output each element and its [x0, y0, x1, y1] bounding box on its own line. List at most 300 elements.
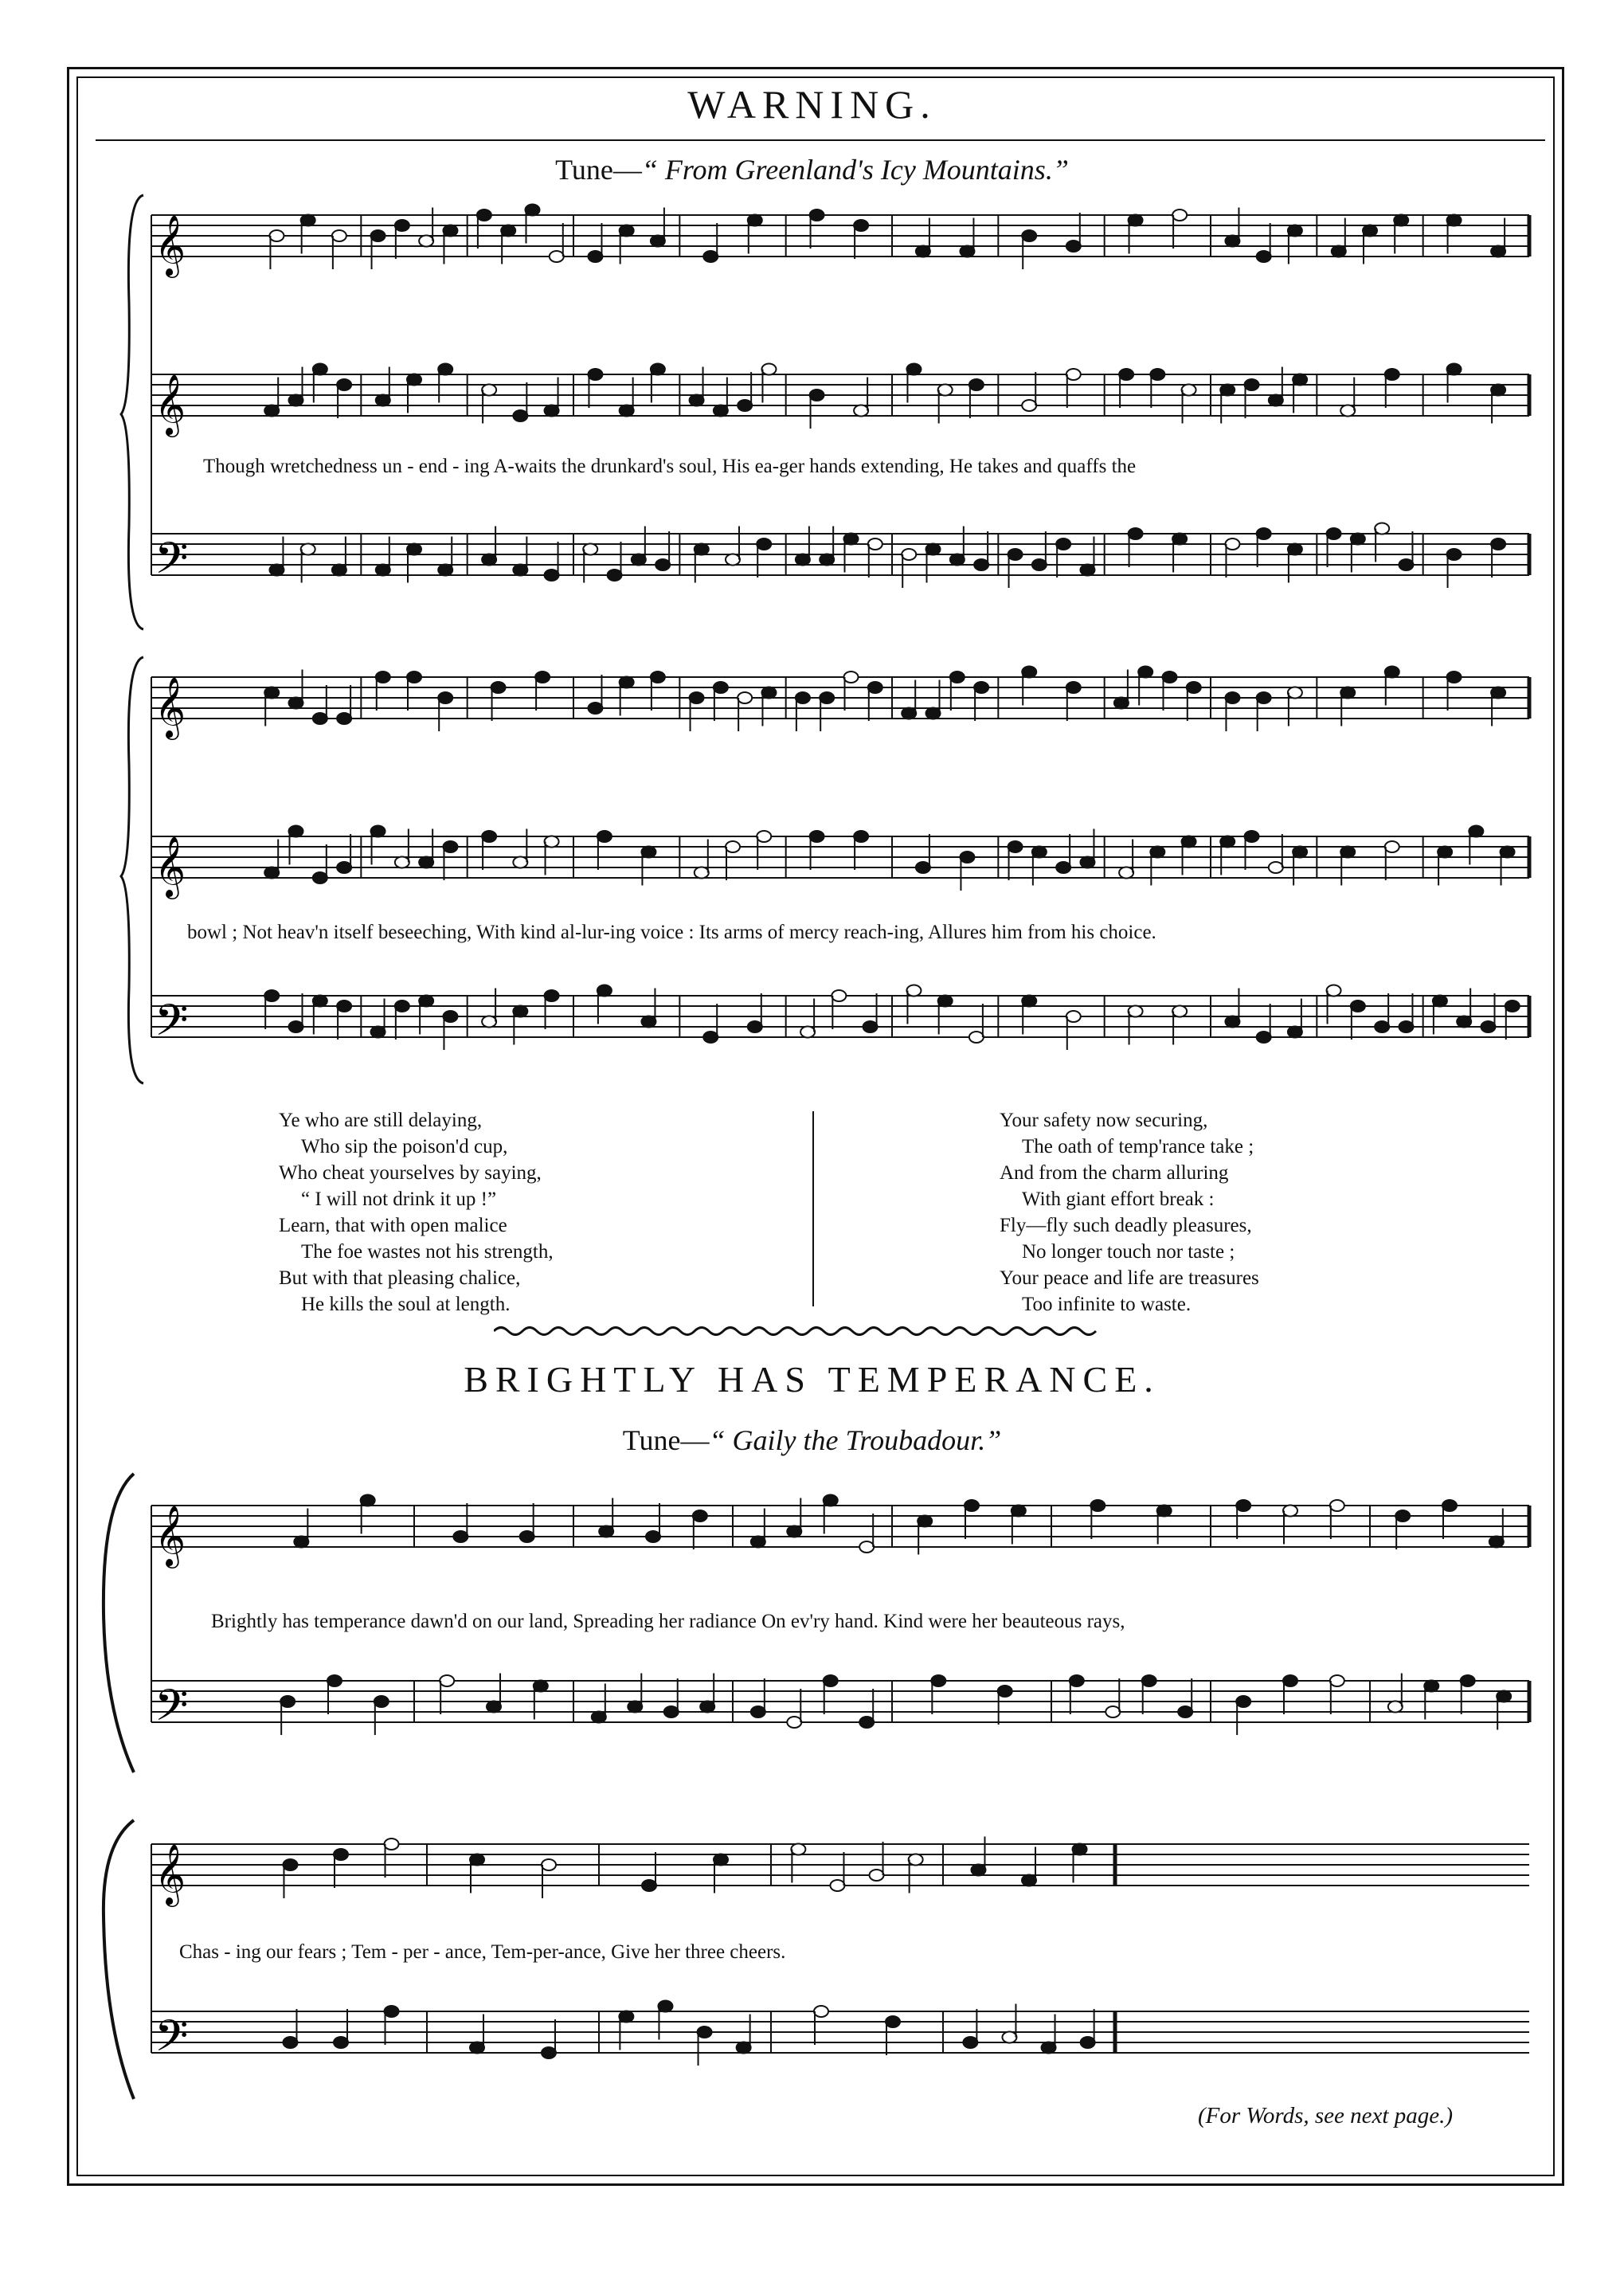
- note-head: [1172, 534, 1187, 545]
- note-head: [283, 1859, 297, 1870]
- note-head: [482, 831, 496, 842]
- note-head: [1066, 241, 1081, 252]
- song1-system-1: [135, 199, 1537, 629]
- song2-tune: [0, 1424, 1624, 1457]
- verse-line: And from the charm alluring: [1000, 1162, 1229, 1184]
- note-head: [1008, 549, 1023, 560]
- note-head: [1157, 1506, 1172, 1517]
- note-head: [327, 1675, 342, 1686]
- verse-line: Learn, that with open malice: [279, 1215, 507, 1236]
- note-head: [854, 220, 868, 231]
- note-head: [1447, 549, 1462, 560]
- note-head: [1340, 687, 1355, 699]
- note-head: [1090, 1500, 1105, 1511]
- note-head: [695, 544, 709, 555]
- music-staff: [151, 2001, 1529, 2073]
- note-head: [1283, 1675, 1297, 1686]
- note-head: [545, 570, 559, 581]
- music-staff: [151, 667, 1529, 741]
- note-head: [1042, 2042, 1056, 2054]
- note-head: [313, 364, 327, 375]
- note-head: [313, 713, 327, 724]
- note-head: [820, 554, 834, 566]
- song2-title: BRIGHTLY HAS TEMPERANCE.: [464, 1359, 1160, 1400]
- note-head: [1187, 682, 1201, 693]
- note-head: [800, 1027, 815, 1038]
- note-head: [703, 1032, 718, 1043]
- note-head: [1225, 692, 1239, 703]
- note-head: [1447, 215, 1462, 226]
- note-head: [1182, 385, 1196, 396]
- note-head: [693, 1510, 707, 1521]
- note-head: [906, 985, 921, 997]
- clef-icon: 𝄞: [155, 214, 186, 276]
- note-head: [597, 831, 612, 842]
- note-head: [269, 565, 284, 576]
- note-head: [757, 538, 771, 550]
- verse-line: Fly—fly such deadly pleasures,: [1000, 1215, 1252, 1236]
- music-staff: [151, 205, 1529, 279]
- note-head: [407, 544, 421, 555]
- note-head: [1327, 985, 1341, 997]
- note-head: [545, 405, 559, 417]
- music-staff: [151, 523, 1529, 595]
- note-head: [1394, 215, 1408, 226]
- verse-line: But with that pleasing chalice,: [279, 1267, 521, 1289]
- note-head: [1442, 1500, 1457, 1511]
- note-head: [597, 985, 612, 997]
- note-head: [1129, 1006, 1143, 1017]
- note-head: [395, 857, 409, 868]
- note-head: [337, 379, 351, 390]
- note-head: [289, 698, 303, 709]
- note-head: [698, 2027, 712, 2038]
- note-head: [1399, 559, 1413, 570]
- verse-line: He kills the soul at length.: [301, 1294, 511, 1315]
- note-head: [824, 1675, 838, 1686]
- note-head: [1220, 385, 1235, 396]
- note-head: [438, 565, 452, 576]
- title-rule: [96, 139, 1545, 141]
- note-head: [1501, 847, 1515, 858]
- note-head: [264, 405, 279, 417]
- note-head: [1245, 831, 1259, 842]
- song1-tune: [0, 153, 1624, 186]
- note-head: [443, 1011, 457, 1022]
- note-head: [513, 1006, 527, 1017]
- note-head: [1032, 559, 1047, 570]
- verse-line: With giant effort break :: [1022, 1189, 1215, 1210]
- note-head: [690, 395, 704, 406]
- note-head: [1293, 847, 1307, 858]
- note-head: [376, 565, 390, 576]
- note-head: [1288, 544, 1302, 555]
- note-head: [726, 554, 740, 566]
- song2-system-brace: [94, 1470, 142, 2107]
- note-head: [438, 364, 452, 375]
- clef-icon: 𝄞: [155, 1505, 186, 1566]
- note-head: [1385, 841, 1399, 852]
- note-head: [1066, 1011, 1081, 1022]
- note-head: [588, 369, 602, 380]
- note-head: [599, 1526, 613, 1537]
- note-head: [1022, 230, 1036, 241]
- note-head: [1032, 847, 1047, 858]
- note-head: [787, 1526, 801, 1537]
- note-head: [1340, 847, 1355, 858]
- note-head: [761, 364, 776, 375]
- note-head: [1114, 698, 1129, 709]
- note-head: [1022, 667, 1036, 678]
- song1-lyrics-line1: Though wretchedness un - end - ing A-waits the drunkard's soul, His ea-ger hands extending, He takes and quaffs the: [203, 456, 1137, 477]
- note-head: [761, 687, 776, 699]
- note-head: [280, 1696, 295, 1707]
- note-head: [1056, 538, 1070, 550]
- note-head: [385, 2006, 399, 2017]
- note-head: [376, 395, 390, 406]
- note-head: [843, 672, 858, 683]
- song1-staves-2: [135, 661, 1537, 1091]
- note-head: [619, 2011, 633, 2023]
- note-head: [1245, 379, 1259, 390]
- note-head: [1447, 364, 1462, 375]
- note-head: [1066, 682, 1081, 693]
- note-head: [748, 215, 762, 226]
- clef-icon: 𝄞: [155, 1843, 186, 1905]
- note-head: [620, 225, 634, 237]
- note-head: [371, 1027, 385, 1038]
- song1-system-2: [135, 661, 1537, 1091]
- song1-verse-left: [279, 1107, 554, 1318]
- note-head: [438, 692, 452, 703]
- note-head: [950, 672, 965, 683]
- note-head: [1395, 1510, 1410, 1521]
- note-head: [1257, 692, 1271, 703]
- note-head: [974, 682, 988, 693]
- verse-line: Who sip the poison'd cup,: [301, 1136, 508, 1157]
- note-head: [814, 2006, 828, 2017]
- note-head: [1363, 225, 1377, 237]
- ornamental-divider: [494, 1324, 1099, 1338]
- note-head: [791, 1844, 805, 1855]
- note-head: [651, 672, 665, 683]
- note-head: [332, 230, 346, 241]
- note-head: [1269, 862, 1283, 873]
- note-head: [1073, 1844, 1087, 1855]
- note-head: [859, 1717, 874, 1728]
- music-staff: [151, 1837, 1529, 1908]
- note-head: [592, 1712, 606, 1723]
- note-head: [1022, 996, 1036, 1007]
- song1-lyrics-line2: bowl ; Not heav'n itself beseeching, With kind al-lur-ing voice : Its arms of mercy reach-ing, Allures him from his choice.: [187, 922, 1156, 943]
- note-head: [334, 2037, 348, 2048]
- note-head: [737, 2042, 751, 2054]
- note-head: [960, 246, 974, 257]
- verse-line: Your safety now securing,: [1000, 1110, 1208, 1131]
- note-head: [1351, 1001, 1365, 1012]
- note-head: [938, 996, 953, 1007]
- note-head: [1105, 1706, 1120, 1717]
- note-head: [1080, 857, 1094, 868]
- song1-staves-1: [135, 199, 1537, 629]
- note-head: [632, 554, 646, 566]
- music-staff: [151, 826, 1529, 900]
- clef-icon: 𝄢: [155, 1680, 189, 1741]
- note-head: [1119, 867, 1133, 879]
- note-head: [1489, 1537, 1504, 1548]
- note-head: [1351, 534, 1365, 545]
- note-head: [542, 1859, 556, 1870]
- note-head: [545, 990, 559, 1001]
- note-head: [1399, 1021, 1413, 1032]
- verse-line: Ye who are still delaying,: [279, 1110, 483, 1131]
- note-head: [385, 1839, 399, 1850]
- note-head: [620, 677, 634, 688]
- note-head: [289, 395, 303, 406]
- note-head: [513, 565, 527, 576]
- note-head: [1461, 1675, 1475, 1686]
- note-head: [651, 364, 665, 375]
- note-head: [1340, 405, 1355, 417]
- note-head: [264, 867, 279, 879]
- note-head: [501, 225, 515, 237]
- note-head: [1220, 836, 1235, 848]
- note-head: [1138, 667, 1152, 678]
- note-head: [868, 682, 882, 693]
- note-head: [1283, 1506, 1297, 1517]
- song2-staves-2: [135, 1828, 1537, 2115]
- note-head: [453, 1531, 468, 1542]
- note-head: [440, 1675, 454, 1686]
- note-head: [916, 246, 930, 257]
- note-head: [974, 559, 988, 570]
- note-head: [482, 385, 496, 396]
- song2-lyrics-line1: Brightly has temperance dawn'd on our land, Spreading her radiance On ev'ry hand. Kind were her beauteous rays,: [211, 1611, 1125, 1632]
- note-head: [969, 1032, 984, 1043]
- note-head: [918, 1516, 932, 1527]
- note-head: [1491, 538, 1505, 550]
- note-head: [1257, 528, 1271, 539]
- note-head: [1505, 1001, 1520, 1012]
- note-head: [313, 996, 327, 1007]
- note-head: [832, 990, 846, 1001]
- note-head: [332, 565, 346, 576]
- music-staff: [151, 1674, 1529, 1742]
- note-head: [1288, 1027, 1302, 1038]
- clef-icon: 𝄞: [155, 374, 186, 435]
- note-head: [294, 1537, 308, 1548]
- note-head: [1178, 1706, 1192, 1717]
- note-head: [1119, 369, 1133, 380]
- note-head: [969, 379, 984, 390]
- note-head: [583, 544, 597, 555]
- note-head: [470, 2042, 484, 2054]
- note-head: [1225, 538, 1239, 550]
- note-head: [407, 374, 421, 386]
- note-head: [1129, 215, 1143, 226]
- note-head: [477, 210, 491, 221]
- song1-verse-right: [1000, 1107, 1259, 1318]
- note-head: [820, 692, 834, 703]
- note-head: [960, 852, 974, 863]
- note-head: [859, 1541, 874, 1553]
- note-head: [395, 1001, 409, 1012]
- note-head: [700, 1702, 714, 1713]
- note-head: [620, 405, 634, 417]
- note-head: [757, 831, 771, 842]
- note-head: [824, 1495, 838, 1506]
- note-head: [628, 1702, 642, 1713]
- note-head: [289, 1021, 303, 1032]
- note-head: [289, 826, 303, 837]
- note-head: [337, 862, 351, 873]
- note-head: [971, 1865, 985, 1876]
- note-head: [1002, 2032, 1016, 2043]
- note-head: [751, 1706, 765, 1717]
- note-head: [1225, 236, 1239, 247]
- note-head: [931, 1675, 945, 1686]
- note-head: [443, 841, 457, 852]
- song2-system-1: [135, 1490, 1537, 1776]
- clef-icon: 𝄢: [155, 995, 189, 1056]
- note-head: [371, 826, 385, 837]
- music-staff: [151, 985, 1529, 1057]
- note-head: [909, 1854, 923, 1866]
- note-head: [1424, 1681, 1438, 1692]
- note-head: [419, 236, 433, 247]
- note-head: [545, 836, 559, 848]
- clef-icon: 𝄢: [155, 533, 189, 594]
- note-head: [664, 1706, 679, 1717]
- note-head: [916, 862, 930, 873]
- note-head: [796, 554, 810, 566]
- note-head: [1375, 523, 1389, 535]
- note-head: [963, 2037, 977, 2048]
- note-head: [965, 1500, 979, 1511]
- footnote: (For Words, see next page.): [1197, 2103, 1453, 2128]
- note-head: [1375, 1021, 1389, 1032]
- clef-icon: 𝄞: [155, 836, 186, 897]
- note-head: [714, 1854, 728, 1866]
- song1-title: WARNING.: [687, 82, 937, 127]
- note-head: [703, 251, 718, 262]
- note-head: [443, 225, 457, 237]
- note-head: [830, 1880, 844, 1891]
- verse-line: The foe wastes not his strength,: [301, 1241, 554, 1263]
- note-head: [1433, 996, 1447, 1007]
- clef-icon: 𝄢: [155, 2011, 189, 2072]
- tune-prefix: Tune—: [555, 154, 642, 186]
- note-head: [542, 2047, 556, 2058]
- note-head: [1172, 1006, 1187, 1017]
- note-head: [1385, 369, 1399, 380]
- note-head: [419, 857, 433, 868]
- note-head: [1142, 1675, 1156, 1686]
- note-head: [787, 1717, 801, 1728]
- note-head: [1269, 395, 1283, 406]
- note-head: [482, 554, 496, 566]
- note-head: [1288, 225, 1302, 237]
- note-head: [926, 544, 941, 555]
- note-head: [695, 867, 709, 879]
- note-head: [313, 872, 327, 883]
- note-head: [1469, 826, 1483, 837]
- note-head: [690, 692, 704, 703]
- note-head: [1288, 687, 1302, 699]
- note-head: [491, 682, 506, 693]
- note-head: [1388, 1702, 1403, 1713]
- note-head: [1162, 672, 1176, 683]
- note-head: [641, 847, 655, 858]
- song2-staves-1: [135, 1490, 1537, 1776]
- note-head: [1150, 369, 1164, 380]
- note-head: [407, 672, 421, 683]
- clef-icon: 𝄞: [155, 676, 186, 738]
- note-head: [374, 1696, 389, 1707]
- note-head: [714, 682, 728, 693]
- note-head: [301, 215, 315, 226]
- verse-line: “ I will not drink it up !”: [301, 1189, 497, 1210]
- note-head: [658, 2001, 672, 2012]
- note-head: [337, 1001, 351, 1012]
- note-head: [1491, 687, 1505, 699]
- tune-prefix: Tune—: [622, 1424, 710, 1456]
- note-head: [1327, 528, 1341, 539]
- note-head: [269, 230, 284, 241]
- note-head: [419, 996, 433, 1007]
- note-head: [1332, 246, 1346, 257]
- note-head: [550, 251, 564, 262]
- note-head: [1070, 1675, 1084, 1686]
- note-head: [870, 1870, 884, 1881]
- song2-system-2: [135, 1828, 1537, 2115]
- note-head: [926, 708, 941, 719]
- note-head: [796, 692, 810, 703]
- note-head: [863, 1021, 878, 1032]
- note-head: [334, 1849, 348, 1860]
- verse-line: The oath of temp'rance take ;: [1022, 1136, 1254, 1157]
- note-head: [810, 210, 824, 221]
- note-head: [854, 831, 868, 842]
- note-head: [534, 1681, 548, 1692]
- note-head: [748, 1021, 762, 1032]
- note-head: [1257, 251, 1271, 262]
- note-head: [1385, 667, 1399, 678]
- note-head: [264, 687, 279, 699]
- verse-line: Your peace and life are treasures: [1000, 1267, 1259, 1289]
- note-head: [902, 549, 916, 560]
- note-head: [1330, 1500, 1344, 1511]
- note-head: [1257, 1032, 1271, 1043]
- note-head: [1022, 1875, 1036, 1886]
- note-head: [810, 831, 824, 842]
- note-head: [395, 220, 409, 231]
- note-head: [1330, 1675, 1344, 1686]
- note-head: [854, 405, 868, 417]
- note-head: [810, 390, 824, 401]
- note-head: [1022, 400, 1036, 411]
- note-head: [714, 405, 728, 417]
- note-head: [525, 205, 539, 216]
- note-head: [513, 410, 527, 421]
- note-head: [906, 364, 921, 375]
- note-head: [651, 236, 665, 247]
- note-head: [1172, 210, 1187, 221]
- note-head: [371, 230, 385, 241]
- note-head: [470, 1854, 484, 1866]
- note-head: [1056, 862, 1070, 873]
- tune-name: “ Gaily the Troubadour.”: [709, 1424, 1002, 1456]
